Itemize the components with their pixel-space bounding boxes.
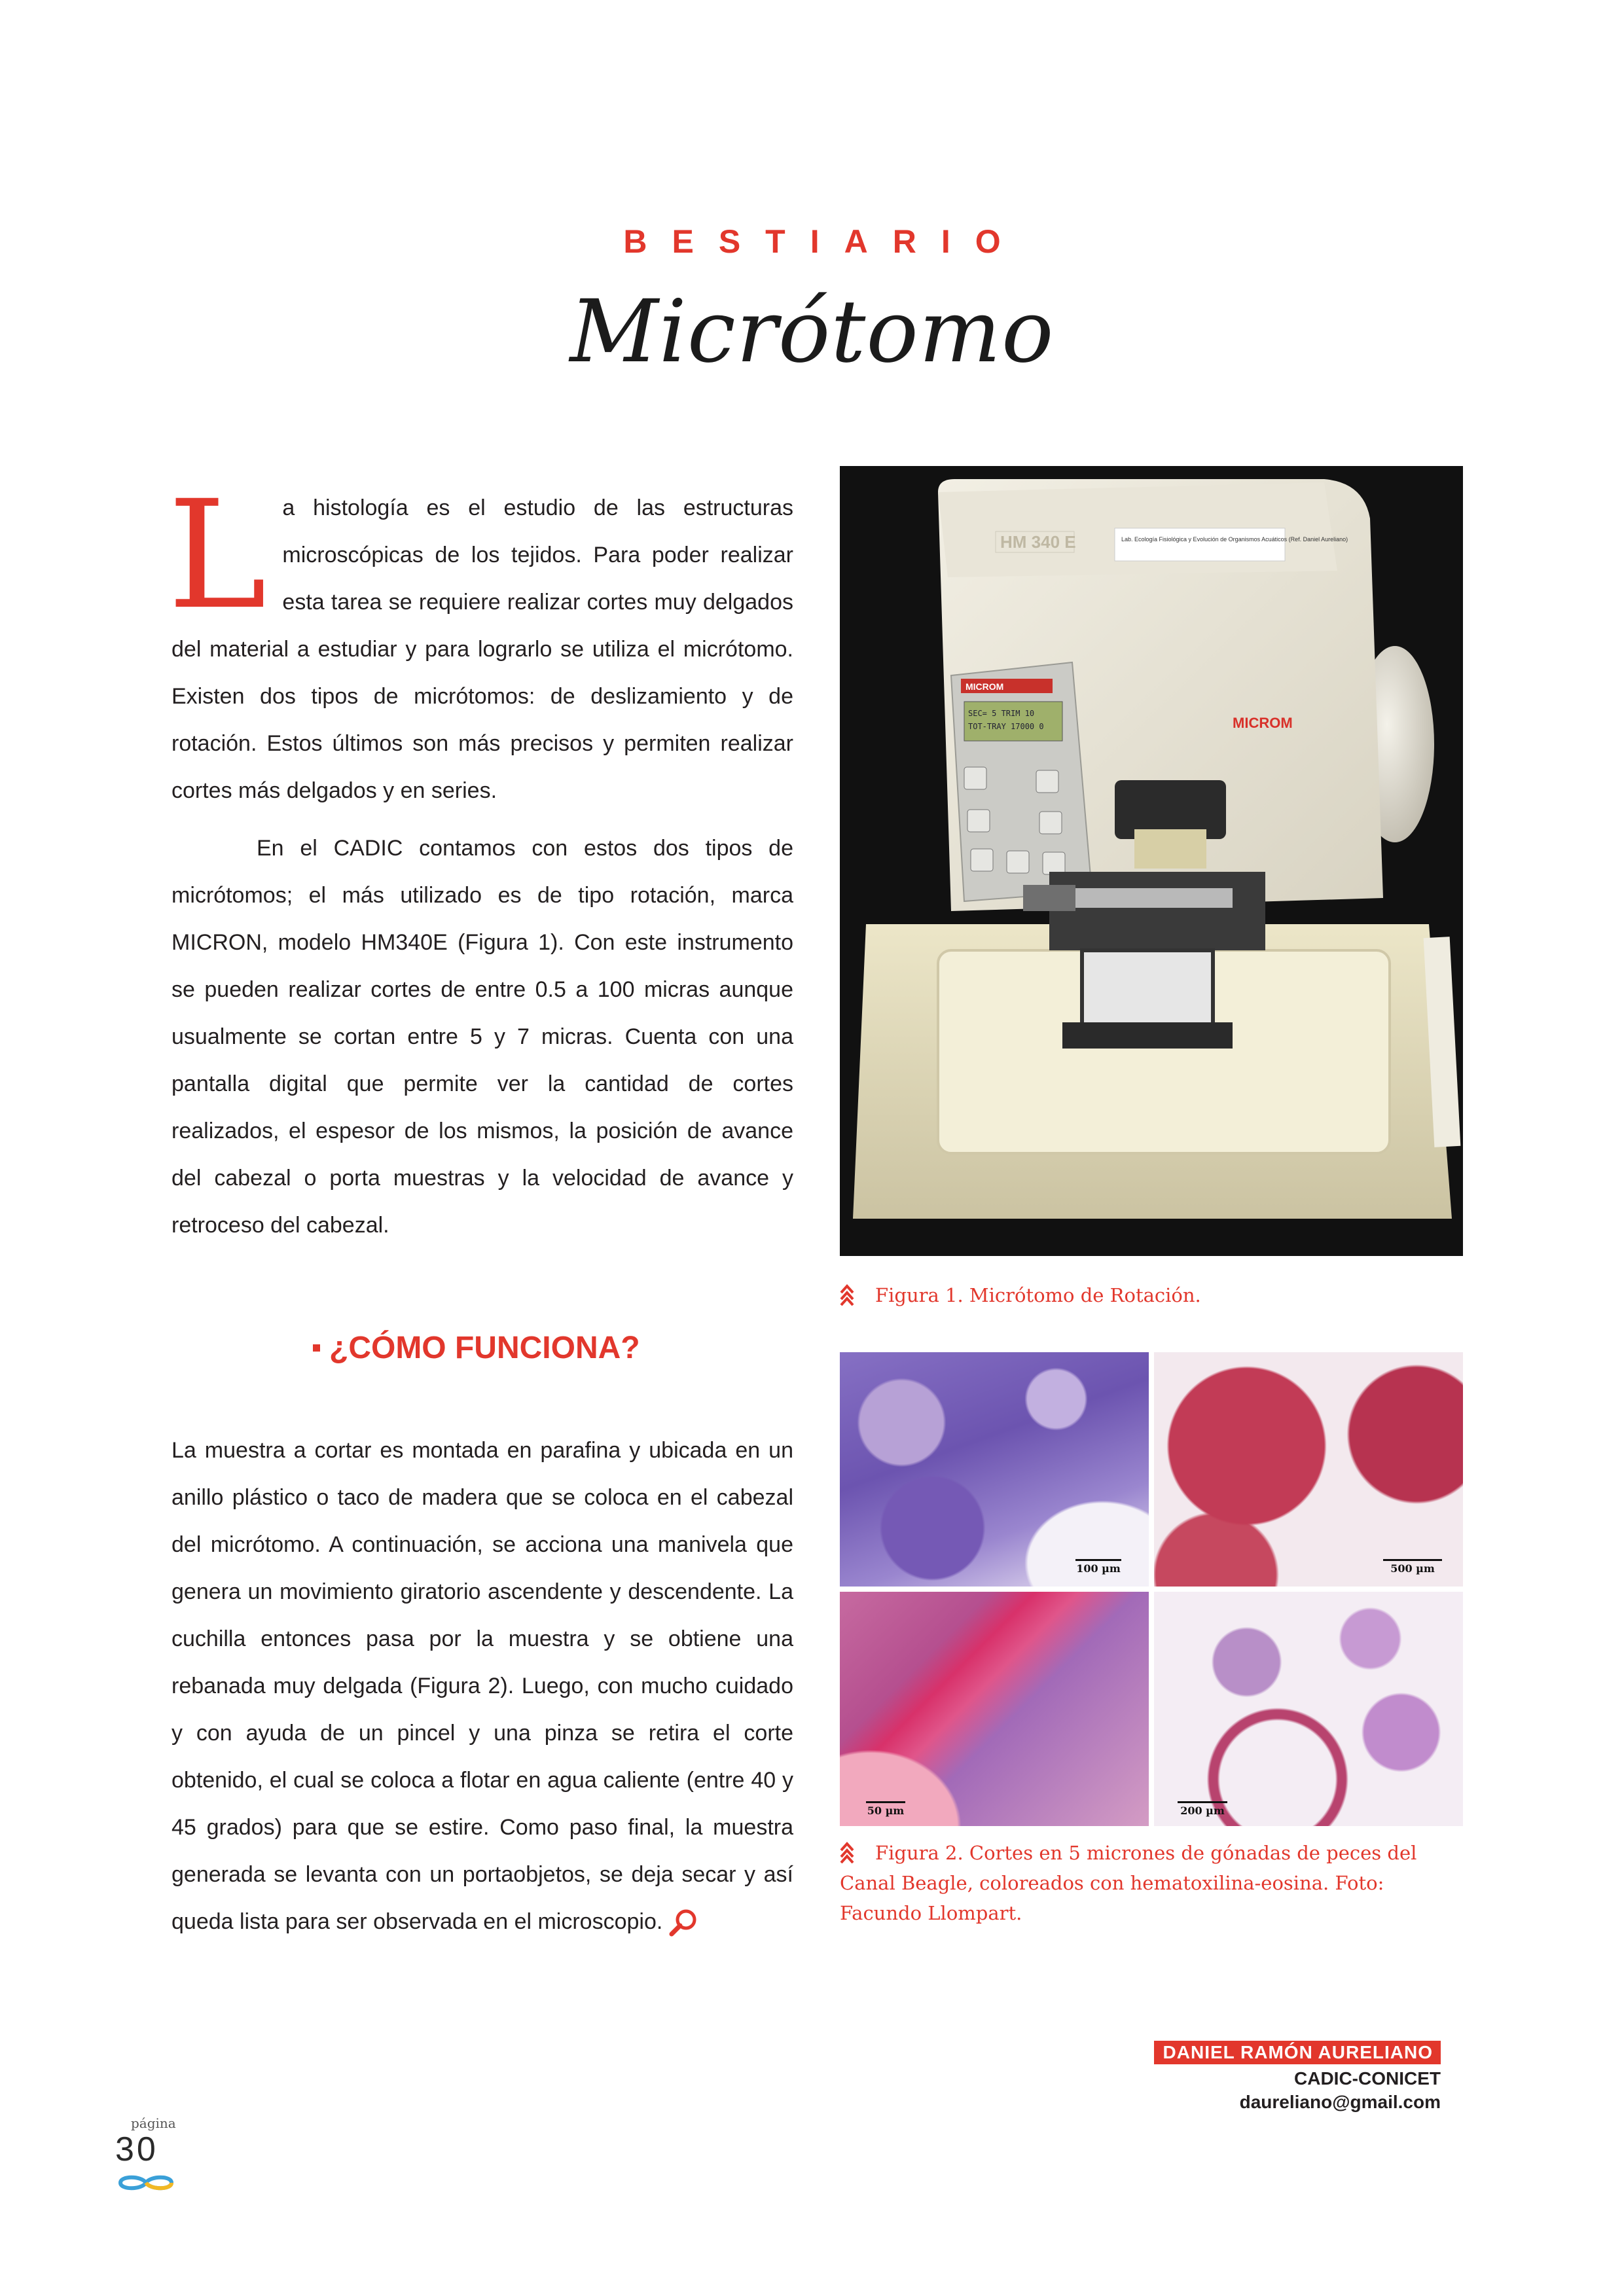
figure-2-caption <box>840 1838 1468 1928</box>
subheading-bullet <box>313 1344 320 1352</box>
subheading-text: ¿CÓMO FUNCIONA? <box>329 1331 640 1365</box>
figure-1-photo <box>840 466 1463 1256</box>
caption-arrow-icon <box>840 1283 854 1306</box>
scale-bar-1: 100 µm <box>1075 1559 1121 1575</box>
micrograph-2 <box>1154 1352 1463 1587</box>
figure-1-caption <box>840 1280 1468 1310</box>
display-line-2: TOT-TRAY 17000 0 <box>968 722 1044 731</box>
page-number: 30 <box>115 2130 158 2168</box>
figure-2-grid <box>840 1352 1463 1826</box>
figure-2-caption-text: Figura 2. Cortes en 5 micrones de gónadas de peces del Canal Beagle, coloreados con hematoxilina-eosina. Foto: Facundo Llompart. <box>840 1842 1417 1924</box>
microtome-illustration <box>840 466 1463 1256</box>
device-sticker: Lab. Ecología Fisiológica y Evolución de Organismos Acuáticos (Ref. Daniel Aureliano) <box>1121 536 1348 543</box>
panel-label: MICROM <box>965 681 1004 692</box>
intro-paragraph <box>168 468 793 814</box>
author-email[interactable]: daureliano@gmail.com <box>1239 2092 1441 2112</box>
micrograph-1 <box>840 1352 1149 1587</box>
paragraph-3-text: La muestra a cortar es montada en parafina y ubicada en un anillo plástico o taco de madera que se coloca en el cabezal del micrótomo. A continuación, se acciona una manivela que genera un movimiento giratorio ascendente y descendente. La cuchilla entonces pasa por la muestra y se obtiene una rebanada muy delgada (Figura 2). Luego, con mucho cuidado y con ayuda de un pincel y una pinza se retira el corte obtenido, el cual se coloca a flotar en agua caliente (entre 40 y 45 grados) para que se estire. Como paso final, la muestra generada se levanta con un portaobjetos, se deja secar y así queda lista para ser observada en el microscopio. <box>171 1438 793 1934</box>
figure-1-caption-text: Figura 1. Micrótomo de Rotación. <box>875 1284 1201 1306</box>
section-label: BESTIARIO <box>623 223 1026 260</box>
caption-arrow-icon <box>840 1841 854 1863</box>
micrograph-3 <box>840 1592 1149 1826</box>
device-brand: MICROM <box>1233 715 1293 731</box>
drop-cap: L <box>168 468 267 642</box>
knife-holder <box>1049 872 1265 950</box>
author-name: DANIEL RAMÓN AURELIANO <box>1154 2041 1441 2064</box>
magnifier-icon <box>668 1907 699 1938</box>
scale-bar-3: 50 µm <box>866 1801 905 1817</box>
article-title: Micrótomo <box>569 281 1055 382</box>
scale-bar-2: 500 µm <box>1383 1559 1442 1575</box>
author-affiliation: CADIC-CONICET <box>1294 2068 1441 2089</box>
display-line-1: SEC= 5 TRIM 10 <box>968 709 1035 718</box>
device-model-label: HM 340 E <box>1000 532 1076 552</box>
paragraph-3 <box>171 1427 793 1945</box>
paragraph-2: En el CADIC contamos con estos dos tipos de micrótomos; el más utilizado es de tipo rotación, marca MICRON, modelo HM340E (Figura 1). Con este instrumento se pueden realizar cortes de entre 0.5 a 100 micras aunque usualmente se cortan entre 5 y 7 micras. Cuenta con una pantalla digital que permite ver la cantidad de cortes realizados, el espesor de los mismos, la posición de avance del cabezal o porta muestras y la velocidad de avance y retroceso del cabezal. <box>171 836 793 1238</box>
page-word: página <box>131 2115 176 2131</box>
micrograph-4 <box>1154 1592 1463 1826</box>
scale-bar-4: 200 µm <box>1178 1801 1227 1817</box>
infinity-logo-icon <box>115 2173 177 2193</box>
subheading <box>313 1330 640 1366</box>
intro-text: a histología es el estudio de las estructuras microscópicas de los tejidos. Para poder realizar esta tarea se requiere realizar cortes muy delgados del material a estudiar y para lograrlo se utiliza el micrótomo. Existen dos tipos de micrótomos: de deslizamiento y de rotación. Estos últimos son más precisos y permiten realizar cortes más delgados y en series. <box>171 495 793 803</box>
